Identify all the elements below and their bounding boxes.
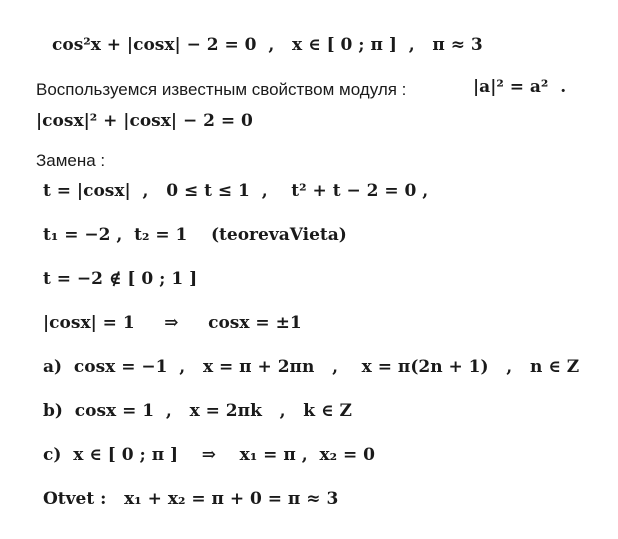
equation-line: b) cosx = 1 , x = 2πk , k ∈ Z xyxy=(43,401,352,421)
equation-line: a) cosx = −1 , x = π + 2πn , x = π(2n + 1) , n ∈ Z xyxy=(43,357,580,377)
equation-line: cos²x + |cosx| − 2 = 0 , x ∈ [ 0 ; π ] , π ≈ 3 xyxy=(52,35,483,55)
text-line: Замена : xyxy=(36,151,106,170)
equation-line: t₁ = −2 , t₂ = 1 (teorevaVieta) xyxy=(43,225,347,245)
equation-line: |cosx| = 1 ⇒ cosx = ±1 xyxy=(43,313,302,333)
formula-inline: |a|² = a² . xyxy=(473,77,567,97)
equation-line: c) x ∈ [ 0 ; π ] ⇒ x₁ = π , x₂ = 0 xyxy=(43,445,375,465)
equation-line: |cosx|² + |cosx| − 2 = 0 xyxy=(36,111,253,131)
answer-line: Otvet : x₁ + x₂ = π + 0 = π ≈ 3 xyxy=(43,489,339,509)
equation-line: t = −2 ∉ [ 0 ; 1 ] xyxy=(43,269,198,289)
text-line: Воспользуемся известным свойством модуля : xyxy=(36,80,407,99)
equation-line: t = |cosx| , 0 ≤ t ≤ 1 , t² + t − 2 = 0 , xyxy=(43,181,429,201)
